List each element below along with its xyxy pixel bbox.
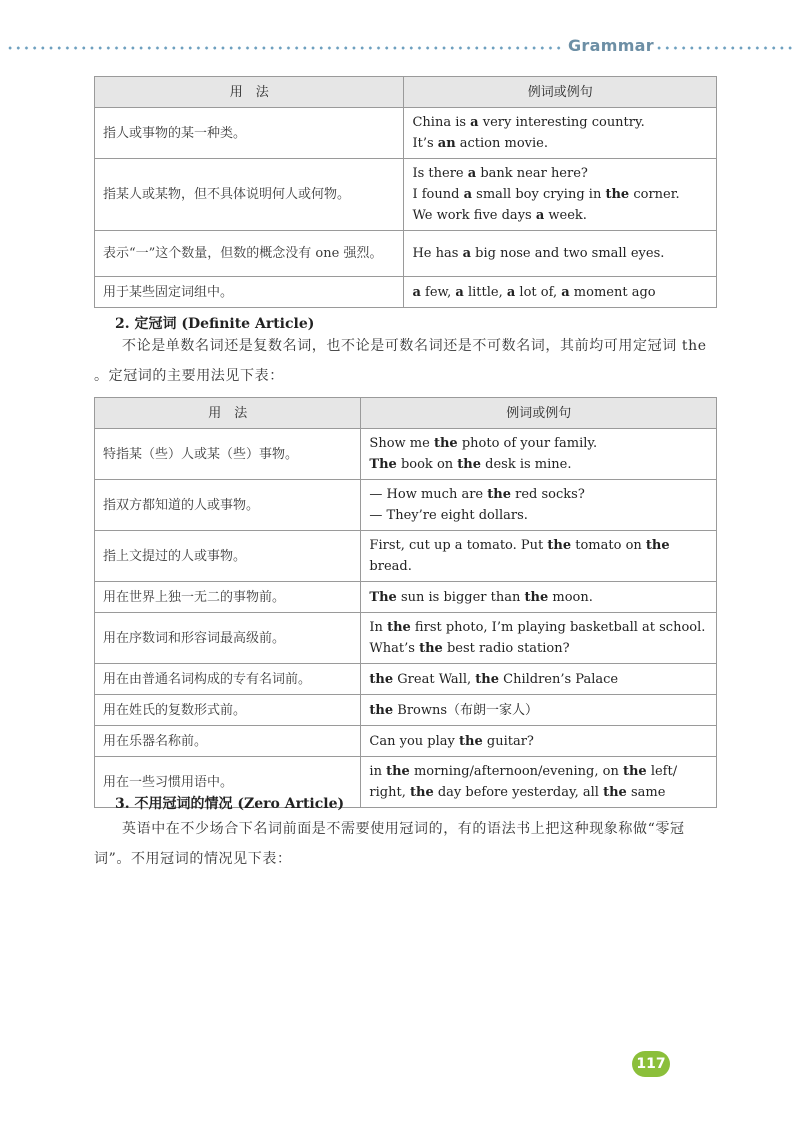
usage-cell: 指人或事物的某一种类。	[95, 108, 404, 159]
page-header	[0, 36, 800, 58]
example-cell	[361, 613, 717, 664]
table2-header-example: 例词或例句	[361, 398, 717, 429]
example-cell	[361, 726, 717, 757]
section3-paragraph: 英语中在不少场合下名词前面是不需要使用冠词的，有的语法书上把这种现象称做“零冠词”。不用冠词的情况见下表：	[94, 821, 685, 867]
table-row	[95, 664, 717, 695]
example-line: The book on the desk is mine.	[369, 457, 572, 472]
example-line: right, the day before yesterday, all the same	[369, 785, 666, 800]
example-line: a few, a little, a lot of, a moment ago	[412, 284, 656, 300]
usage-cell: 用在姓氏的复数形式前。	[95, 695, 361, 726]
table-row	[95, 613, 717, 664]
table-row	[95, 582, 717, 613]
header-dots-left	[6, 46, 561, 50]
table-row	[95, 531, 717, 582]
example-cell	[404, 108, 717, 159]
table-row	[95, 726, 717, 757]
example-line: What’s the best radio station?	[369, 641, 570, 656]
example-line: In the first photo, I’m playing basketball at school.	[369, 620, 706, 635]
example-cell	[361, 531, 717, 582]
table2-header-usage: 用 法	[95, 398, 361, 429]
example-line: First, cut up a tomato. Put the tomato on the bread.	[369, 538, 670, 574]
example-cell	[361, 480, 717, 531]
example-line: I found a small boy crying in the corner.	[412, 187, 680, 202]
table-row	[95, 159, 717, 231]
usage-cell: 用在序数词和形容词最高级前。	[95, 613, 361, 664]
usage-cell: 用在由普通名词构成的专有名词前。	[95, 664, 361, 695]
table-row	[95, 108, 717, 159]
usage-cell: 表示“一”这个数量，但数的概念没有 one 强烈。	[95, 231, 404, 277]
usage-cell: 指上文提过的人或事物。	[95, 531, 361, 582]
example-cell	[361, 429, 717, 480]
example-line: Is there a bank near here?	[412, 166, 588, 181]
table-row	[95, 480, 717, 531]
example-cell	[404, 231, 717, 277]
table-row	[95, 277, 717, 308]
example-line: the Great Wall, the Children’s Palace	[369, 671, 619, 687]
example-line: It’s an action movie.	[412, 136, 548, 151]
table-row	[95, 695, 717, 726]
usage-cell: 用于某些固定词组中。	[95, 277, 404, 308]
example-cell	[361, 695, 717, 726]
example-line: the Browns（布朗一家人）	[369, 702, 539, 718]
section3-heading: 3. 不用冠词的情况 (Zero Article)	[115, 796, 345, 812]
table-row	[95, 231, 717, 277]
indefinite-article-table	[94, 76, 717, 308]
table1-header-example: 例词或例句	[404, 77, 717, 108]
usage-cell: 用在世界上独一无二的事物前。	[95, 582, 361, 613]
header-title: Grammar	[568, 36, 654, 55]
header-dots-right	[655, 46, 795, 50]
usage-cell: 特指某（些）人或某（些）事物。	[95, 429, 361, 480]
example-line: The sun is bigger than the moon.	[369, 589, 593, 605]
section2-paragraph: 不论是单数名词还是复数名词，也不论是可数名词还是不可数名词，其前均可用定冠词 the 。定冠词的主要用法见下表：	[94, 338, 707, 384]
example-line: China is a very interesting country.	[412, 115, 645, 130]
example-cell	[361, 582, 717, 613]
example-line: in the morning/afternoon/evening, on the left/	[369, 764, 678, 779]
usage-cell: 指双方都知道的人或事物。	[95, 480, 361, 531]
usage-cell: 用在乐器名称前。	[95, 726, 361, 757]
usage-cell: 用在一些习惯用语中。	[95, 757, 361, 808]
example-line: He has a big nose and two small eyes.	[412, 246, 665, 261]
example-cell	[361, 664, 717, 695]
example-cell	[404, 159, 717, 231]
example-cell	[404, 277, 717, 308]
example-line: Show me the photo of your family.	[369, 436, 598, 451]
page-number-badge: 117	[632, 1051, 670, 1077]
usage-cell: 指某人或某物，但不具体说明何人或何物。	[95, 159, 404, 231]
table1-header-usage: 用 法	[95, 77, 404, 108]
example-line: — They’re eight dollars.	[369, 508, 528, 523]
example-line: — How much are the red socks?	[369, 487, 585, 502]
definite-article-table	[94, 397, 717, 808]
table-row	[95, 429, 717, 480]
example-line: We work five days a week.	[412, 208, 587, 223]
example-line: Can you play the guitar?	[369, 733, 534, 749]
section2-heading: 2. 定冠词 (Definite Article)	[115, 316, 315, 332]
example-cell	[361, 757, 717, 808]
